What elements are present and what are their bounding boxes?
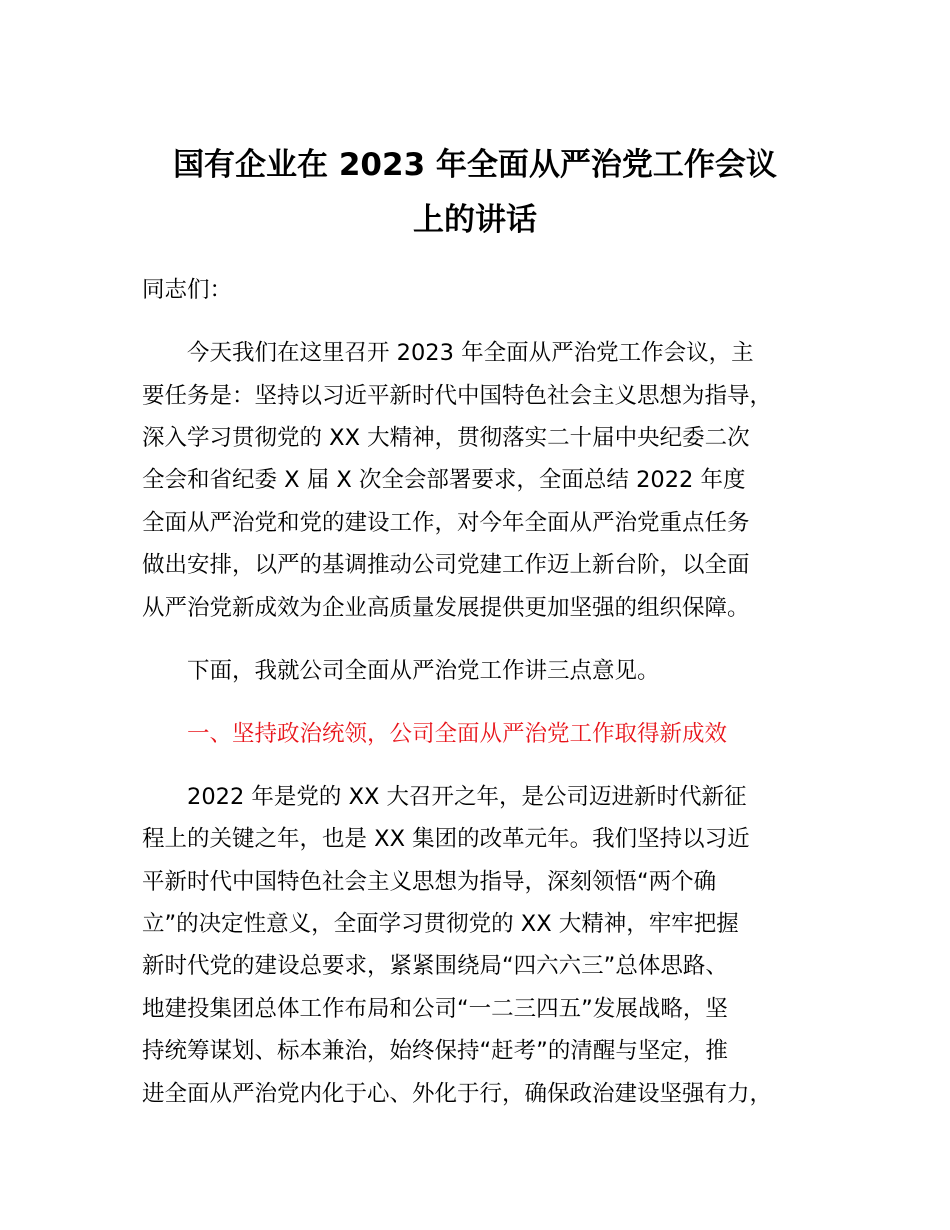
section-heading-1: 一、坚持政治统领，公司全面从严治党工作取得新成效 bbox=[142, 721, 728, 747]
paragraph-3-line: 新时代党的建设总要求，紧紧围绕局“四六六三”总体思路、 bbox=[142, 953, 728, 979]
paragraph-1-line: 今天我们在这里召开 2023 年全面从严治党工作会议，主 bbox=[142, 340, 754, 366]
paragraph-1-line: 要任务是：坚持以习近平新时代中国特色社会主义思想为指导， bbox=[142, 383, 773, 409]
paragraph-3-line: 立”的决定性意义，全面学习贯彻党的 XX 大精神，牢牢把握 bbox=[142, 911, 739, 937]
paragraph-1-line: 深入学习贯彻党的 XX 大精神，贯彻落实二十届中央纪委二次 bbox=[142, 425, 750, 451]
paragraph-3-line: 持统筹谋划、标本兼治，始终保持“赶考”的清醒与坚定，推 bbox=[142, 1038, 728, 1064]
paragraph-1-line: 从严治党新成效为企业高质量发展提供更加坚强的组织保障。 bbox=[142, 595, 750, 621]
paragraph-3-line: 程上的关键之年，也是 XX 集团的改革元年。我们坚持以习近 bbox=[142, 826, 750, 852]
paragraph-1-line: 做出安排，以严的基调推动公司党建工作迈上新台阶，以全面 bbox=[142, 552, 750, 578]
paragraph-1-line: 全会和省纪委 X 届 X 次全会部署要求，全面总结 2022 年度 bbox=[142, 467, 746, 493]
paragraph-3-line: 地建投集团总体工作布局和公司“一二三四五”发展战略，坚 bbox=[142, 996, 728, 1022]
paragraph-1-line: 全面从严治党和党的建设工作，对今年全面从严治党重点任务 bbox=[142, 510, 750, 536]
paragraph-3-line: 2022 年是党的 XX 大召开之年，是公司迈进新时代新征 bbox=[142, 784, 747, 810]
salutation: 同志们： bbox=[142, 277, 233, 303]
document-title-line-1: 国有企业在 2023 年全面从严治党工作会议 bbox=[173, 147, 777, 183]
document-title-line-2: 上的讲话 bbox=[413, 202, 537, 238]
paragraph-3-line: 平新时代中国特色社会主义思想为指导，深刻领悟“两个确 bbox=[142, 869, 717, 895]
paragraph-2: 下面，我就公司全面从严治党工作讲三点意见。 bbox=[142, 658, 660, 684]
paragraph-3-line: 进全面从严治党内化于心、外化于行，确保政治建设坚强有力， bbox=[142, 1081, 773, 1107]
